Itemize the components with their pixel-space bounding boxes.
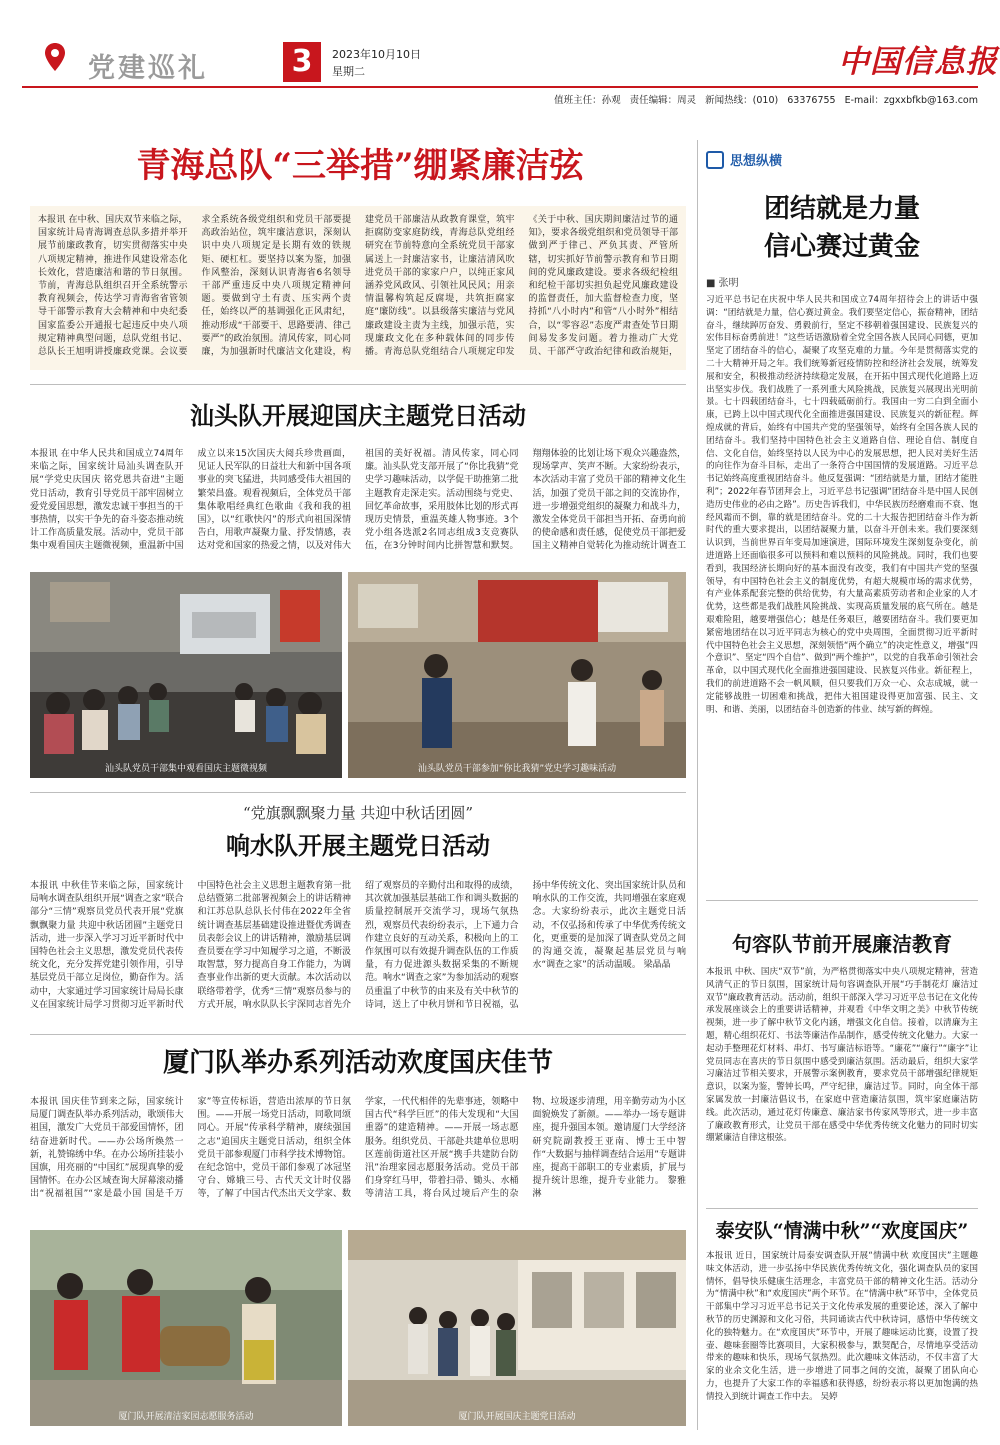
- photo-caption: 汕头队党员干部参加“你比我猜”党史学习趣味活动: [417, 764, 617, 774]
- xiamen-headline: 厦门队举办系列活动欢度国庆佳节: [162, 1048, 553, 1078]
- masthead-logo: 中国信息报: [838, 44, 998, 80]
- jurong-headline: 句容队节前开展廉洁教育: [732, 932, 952, 956]
- divider: [30, 384, 686, 385]
- divider: [706, 1208, 978, 1209]
- activity-room-photo: [348, 572, 686, 778]
- taian-body: 本报讯 近日，国家统计局泰安调查队开展“情满中秋 欢度国庆”主题趣味文体活动，进一步弘扬中华民族优秀传统文化，强化调查队员的家国情怀，倡导快乐健康生活理念，丰富党员干部的精神文化生活。活动分为“情满中秋”和“欢度国庆”两个环节。在“情满中秋”环节中，全体党员干部集中学习习近平总书记关于文化传承发展的重要论述，深入了解中秋节的历史渊源和文化习俗，共同诵读古代中秋诗词，感悟中华传统文化的独特魅力。在“欢度国庆”环节中，开展了趣味运动比赛，设置了投壶、趣味套圈等比赛项目，大家积极参与，默契配合，尽情地享受活动带来的趣味和快乐，现场气氛热烈。此次趣味文体活动，不仅丰富了大家的业余文化生活，进一步增进了同事之间的交流，凝聚了团队向心力，也提升了大家工作的幸福感和获得感，纷纷表示将以更加饱满的热情投入到统计调查工作中去。 吴婷: [706, 1251, 978, 1402]
- jurong-body: 本报讯 中秋、国庆“双节”前，为严格贯彻落实中央八项规定精神，营造风清气正的节日氛围，国家统计局句容调查队开展“巧手制花灯 廉洁过双节”廉政教育活动。活动前，组织干部深入学习习近平总书记在文化传承发展座谈会上的重要讲话精神，并观看《中华文明之美》中秋节传统视频，进一步了解中秋节文化内涵，增强文化自信。接着，以清廉为主题，精心组织花灯、书法等廉洁作品制作，感受传统文化魅力。大家一起动手整理花灯材料、串灯、书写廉洁标语等。“廉花”“廉行”“廉字”让党员同志在喜庆的节日氛围中感受到廉洁氛围。活动最后，组织大家学习廉洁过节相关要求，开展警示案例教育，要求党员干部增强纪律规矩意识，以案为鉴，警钟长鸣，严守纪律，廉洁过节。同时，向全体干部家属发放一封廉洁倡议书，在家庭中营造廉洁氛围，筑牢家庭廉洁防线。此次活动，通过花灯传廉意、廉洁家书传家风等形式，进一步丰富了廉政教育形式，让党员干部在感受中华优秀传统文化魅力的同时切实绷紧廉洁自律这根弦。: [706, 967, 978, 1144]
- column-tag: [706, 150, 782, 169]
- sidebar-headline-line1: 团结就是力量: [763, 194, 920, 224]
- shantou-headline: 汕头队开展迎国庆主题党日活动: [190, 401, 526, 430]
- qinghai-article: [30, 206, 686, 370]
- header-rule: [22, 86, 978, 88]
- column-tag-label: 思想纵横: [730, 154, 783, 169]
- volunteer-cleanup-photo: [30, 1230, 342, 1426]
- xiangshui-body: 本报讯 中秋佳节来临之际，国家统计局响水调查队组织开展“调查之家”联合部分“三情”观察员党员代表开展“党旗飘飘聚力量 共迎中秋话团圆”主题党日活动，进一步深入学习习近平新时代中国特色社会主义思想，激发党员代表传统文化，充分发挥党建引领作用，引导基层党员干部立足岗位，勤奋作为。活动中，大家通过学习国家统计局局长康义在国家统计局学习贯彻习近平新时代中国特色社会主义思想主题教育第一批总结暨第二批部署视频会上的讲话精神和江苏总队总队长付伟在2022年全省统计调查基层基础建设推进暨优秀调查员表彰会议上的讲话精神，激励基层调查员要在学习中知履学习之道，不断汲取智慧，努力提高自身工作能力，为调查事业作出新的更大贡献。本次活动以联络带着学，优秀“三情”观察员参与的方式开展，响水队队长宇深同志首先介绍了观察员的辛勤付出和取得的成绩，其次就加强基层基础工作和调头数据的质量控制展开交流学习，现场气氛热烈，观察员代表纷纷表示，上下通力合作建立良好的互动关系，积极向上的工作氛围可以有效提升调查队伍的工作质量，有力促进源头数据采集的不断规范。响水“调查之家”为参加活动的观察员重温了中秋节的由来及有关中秋节的诗词，送上了中秋月饼和节日祝福，弘扬中华传统文化、突出国家统计队员和响水队的工作交流，共同增强在家庭观念。大家纷纷表示，此次主题党日活动，不仅弘扬和传承了中华优秀传统文化，更重要的是加深了调查队党员之间的沟通交流，凝聚起基层党员与响水“调查之家”的活动温暖。 梁晶晶: [30, 881, 686, 1010]
- qinghai-body: 本报讯 在中秋、国庆双节来临之际，国家统计局青海调查总队多措并举开展节前廉政教育，切实贯彻落实中央八项规定精神，推进作风建设常态化长效化，营造廉洁和谐的节日氛围。节前，青海总队组织召开全系统警示教育视频会，传达学习青海省省管领导干部警示教育大会精神和中央纪委国家监委公开通报七起违反中央八项规定精神典型问题，总队党组书记、总队长王旭明讲授廉政党课。会议要求全系统各级党组织和党员干部要提高政治站位，筑牢廉洁意识，深刻认识中央八项规定是长期有效的铁规矩、硬杠杠。要坚持以案为鉴，加强作风整治，深刻认识青海省6名领导干部严重违反中央八项规定精神问题。要做到守土有责、压实两个责任，始终以严的基调强化正风肃纪，推动形成“干部要干、思路要清、律己要严”的政治氛围。清风传家，同心同廉，为加强新时代廉洁文化建设，构建党员干部廉洁从政教育课堂，筑牢拒腐防变家庭防线，青海总队党组经研究在节前特意向全系统党员干部家属送上一封廉洁家书，让廉洁清风吹进党员干部的家家户户，以纯正家风涵养党风政风、引领社风民风；用亲情温馨构筑起反腐堤，共筑拒腐家庭“廉防线”。以县级落实廉洁与党风廉政建设主责为主线，加强示范，实现廉政文化在多种载体间的同步传播。青海总队党组结合八项规定印发《关于中秋、国庆期间廉洁过节的通知》，要求各级党组织和党员领导干部做到严于律己、严负其责、严管所辖，切实抓好节前警示教育和节日期间的党风廉政建设。要求各级纪检组和纪检干部切实担负起党风廉政建设的监督责任，加大监督检查力度，坚持抓“八小时内”和管“八小时外”相结合，以“零容忍”态度严肃查处节日期间易发多发问题。着力推动广大党员、干部严守政治纪律和政治规矩，: [38, 215, 678, 358]
- museum-visit-photo: [348, 1230, 686, 1426]
- sidebar-headline-line2: 信心赛过黄金: [763, 232, 920, 262]
- xiangshui-kicker: “党旗飘飘聚力量 共迎中秋话团圆”: [242, 804, 474, 822]
- weekday-line: 星期二: [332, 65, 365, 78]
- qinghai-headline: 青海总队“三举措”绷紧廉洁弦: [136, 146, 584, 186]
- divider: [30, 1034, 686, 1035]
- xiamen-photo-left: [30, 1230, 342, 1426]
- xiamen-photo-right: [348, 1230, 686, 1426]
- editor-credits: 值班主任：孙观 责任编辑：周灵 新闻热线：(010) 63376755 E-mail：zgxxbfkb@163.com: [554, 95, 978, 106]
- divider: [706, 900, 978, 901]
- sidebar-body: 习近平总书记在庆祝中华人民共和国成立74周年招待会上的讲话中强调：“团结就是力量，信心赛过黄金。我们要坚定信心，振奋精神，团结奋斗，继续踔厉奋发、勇毅前行，坚定不移朝着强国建设、民族复兴的宏伟目标奋勇前进！”这些话语激励着全党全国各族人民同心同德，更加坚定了团结奋斗的信心，凝聚了攻坚克难的力量。今年是贯彻落实党的二十大精神开局之年。我们统筹新冠疫情防控和经济社会发展，统筹发展和安全，积极推动经济持续稳定发展，在开拓中国式现代化道路上迈出坚实步伐。我们战胜了一系列重大风险挑战，民族复兴展现出光明前景。七十四载团结奋斗，七十四载砥砺前行。我国由一穷二白到全面小康，已跨上以中国式现代化全面推进强国建设、民族复兴的新征程。辉煌成就的背后，始终有中国共产党的坚强领导，始终有全国各族人民的团结奋斗。我们坚持中国特色社会主义道路自信、理论自信、制度自信、文化自信，始终坚持以人民为中心的发展思想，把人民对美好生活的向往作为奋斗目标，走出了一条符合中国国情的发展道路。习近平总书记始终高度重视团结奋斗。他反复强调：“团结就是力量，团结才能胜利”；2022年春节团拜会上，习近平总书记强调“团结奋斗是中国人民创造历史伟业的必由之路”。历史告诉我们，中华民族历经磨难而不衰、饱经风霜而不倒，靠的就是团结奋斗。党的二十大报告把团结奋斗作为新时代的重大要求提出，以团结凝聚力量，以奋斗开创未来。我们要深刻认识到，当前世界百年变局加速演进，国际环境发生深刻复杂变化，前进道路上还面临很多可以预料和难以预料的风险挑战。同时，我们也要看到，我国经济长期向好的基本面没有改变，我们有中国共产党的坚强领导，有中国特色社会主义的制度优势，有超大规模市场的需求优势，有产业体系配套完整的供给优势，有大量高素质劳动者和企业家的人才优势，这些都是我们战胜风险挑战、实现高质量发展的底气所在。越是艰难险阻，越要增强信心；越是任务艰巨，越要团结奋斗。我们要更加紧密地团结在以习近平同志为核心的党中央周围，全面贯彻习近平新时代中国特色社会主义思想，深刻领悟“两个确立”的决定性意义，增强“四个意识”、坚定“四个自信”、做到“两个维护”，以党的自我革命引领社会革命，以中国式现代化全面推进强国建设、民族复兴伟业。新征程上，我们的前进道路不会一帆风顺，但只要我们万众一心、众志成城，就一定能够战胜一切困难和挑战，把伟大祖国建设得更加富强、民主、文明、和谐、美丽，以团结奋斗创造新的伟业、续写新的辉煌。: [706, 295, 978, 715]
- column-divider: [697, 140, 698, 1430]
- page-header: [0, 0, 1000, 106]
- meeting-room-photo: [30, 572, 342, 778]
- column-tag-icon: [706, 151, 724, 169]
- issue-date: [332, 46, 421, 80]
- photo-caption: 厦门队开展国庆主题党日活动: [458, 1412, 576, 1422]
- location-pin-icon: [44, 42, 66, 72]
- photo-caption: 厦门队开展清洁家园志愿服务活动: [118, 1412, 254, 1422]
- page-number: 3: [283, 42, 321, 82]
- byline-name: 张明: [718, 278, 739, 289]
- shantou-body: 本报讯 在中华人民共和国成立74周年来临之际，国家统计局汕头调查队开展“学党史庆国庆 铭党恩共奋进”主题党日活动，教育引导党员干部牢固树立爱党爱国思想，激发忠诚干事担当的干事热情，以实干争先的奋斗姿态推动统计工作高质量发展。活动中，党员干部集中观看国庆主题微视频，重温新中国成立以来15次国庆大阅兵珍贵画面，见证人民军队的日益壮大和新中国各项事业的突飞猛进，共同感受伟大祖国的繁荣昌盛。观看视频后，全体党员干部集体歌唱经典红色歌曲《我和我的祖国》，以“红歌快闪”的形式向祖国深情告白，用歌声凝聚力量、抒发情感，表达对党和国家的热爱之情，以及对伟大祖国的美好祝福。清风传家，同心同廉。汕头队党支部开展了“你比我猜”党史学习趣味活动，以学促干助推第二批主题教育走深走实。活动围绕与党史、回忆革命故事，采用肢体比划的形式再现历史情景，重温英雄人物事迹。3个党小组各选派2名同志组成3支竞赛队伍，在3分钟时间内比拼智慧和默契。翔翔体验的比划让场下观众兴趣盎然，现场掌声、笑声不断。大家纷纷表示，本次活动丰富了党员干部的精神文化生活，加强了党员干部之间的交流协作，进一步增强党组织的凝聚力和战斗力，激发全体党员干部担当开拓、奋勇向前的使命感和责任感，促使党员干部把爱国主义精神自觉转化为推动统计调查工: [30, 449, 686, 552]
- section-title: 党建巡礼: [88, 53, 208, 84]
- date-line: 2023年10月10日: [332, 48, 421, 61]
- photo-caption: 汕头队党员干部集中观看国庆主题微视频: [104, 764, 267, 774]
- sidebar-byline: ■ 张明: [706, 278, 739, 289]
- xiangshui-headline: 响水队开展主题党日活动: [226, 831, 490, 860]
- taian-headline: 泰安队“情满中秋”“欢度国庆”: [715, 1220, 969, 1242]
- divider: [30, 792, 686, 793]
- shantou-photo-left: [30, 572, 342, 778]
- xiamen-body: 本报讯 国庆佳节到来之际，国家统计局厦门调查队举办系列活动，歌颂伟大祖国，激发广大党员干部爱国情怀，团结奋进新时代。——办公场所焕然一新，礼赞锦绣中华。在办公场所挂装小国旗，用亮丽的“中国红”展现真挚的爱国情怀。在办公区域查询大屏幕滚动播出“祝福祖国”“家是最小国 国是千万家”等宣传标语，营造出浓厚的节日氛围。——开展一场党日活动，同歌同颂同心。开展“传承科学精神，赓续强国之志”追国庆主题党日活动，组织全体党员干部参观厦门市科学技术博物馆。在纪念馆中，党员干部们参观了冰冠坚守台、嫦娥三号、古代天文计时仪器等，了解了中国古代杰出天文学家、数学家，一代代相伴的先辈事迹，领略中国古代“科学巨匠”的伟大发现和“大国重器”的建造精神。——开展一场志愿服务。组织党员、干部赴共建单位思明区莲前街道社区开展“携手共建防台防汛”治理家园志愿服务活动。党员干部们身穿红马甲，带着扫帚、锄头、水桶等清洁工具，将台风过境后产生的杂物、垃圾逐步清理，用辛勤劳动为小区面貌焕发了新颜。——举办一场专题讲座，提升强国本领。邀请厦门大学经济研究院副教授王亚南、博士王中智作“大数据与抽样调查结合运用”专题讲座，提高干部职工的专业素质，扩展与提升统计思维，提升专业能力。 黎雅淋: [30, 1097, 686, 1200]
- shantou-photo-right: [348, 572, 686, 778]
